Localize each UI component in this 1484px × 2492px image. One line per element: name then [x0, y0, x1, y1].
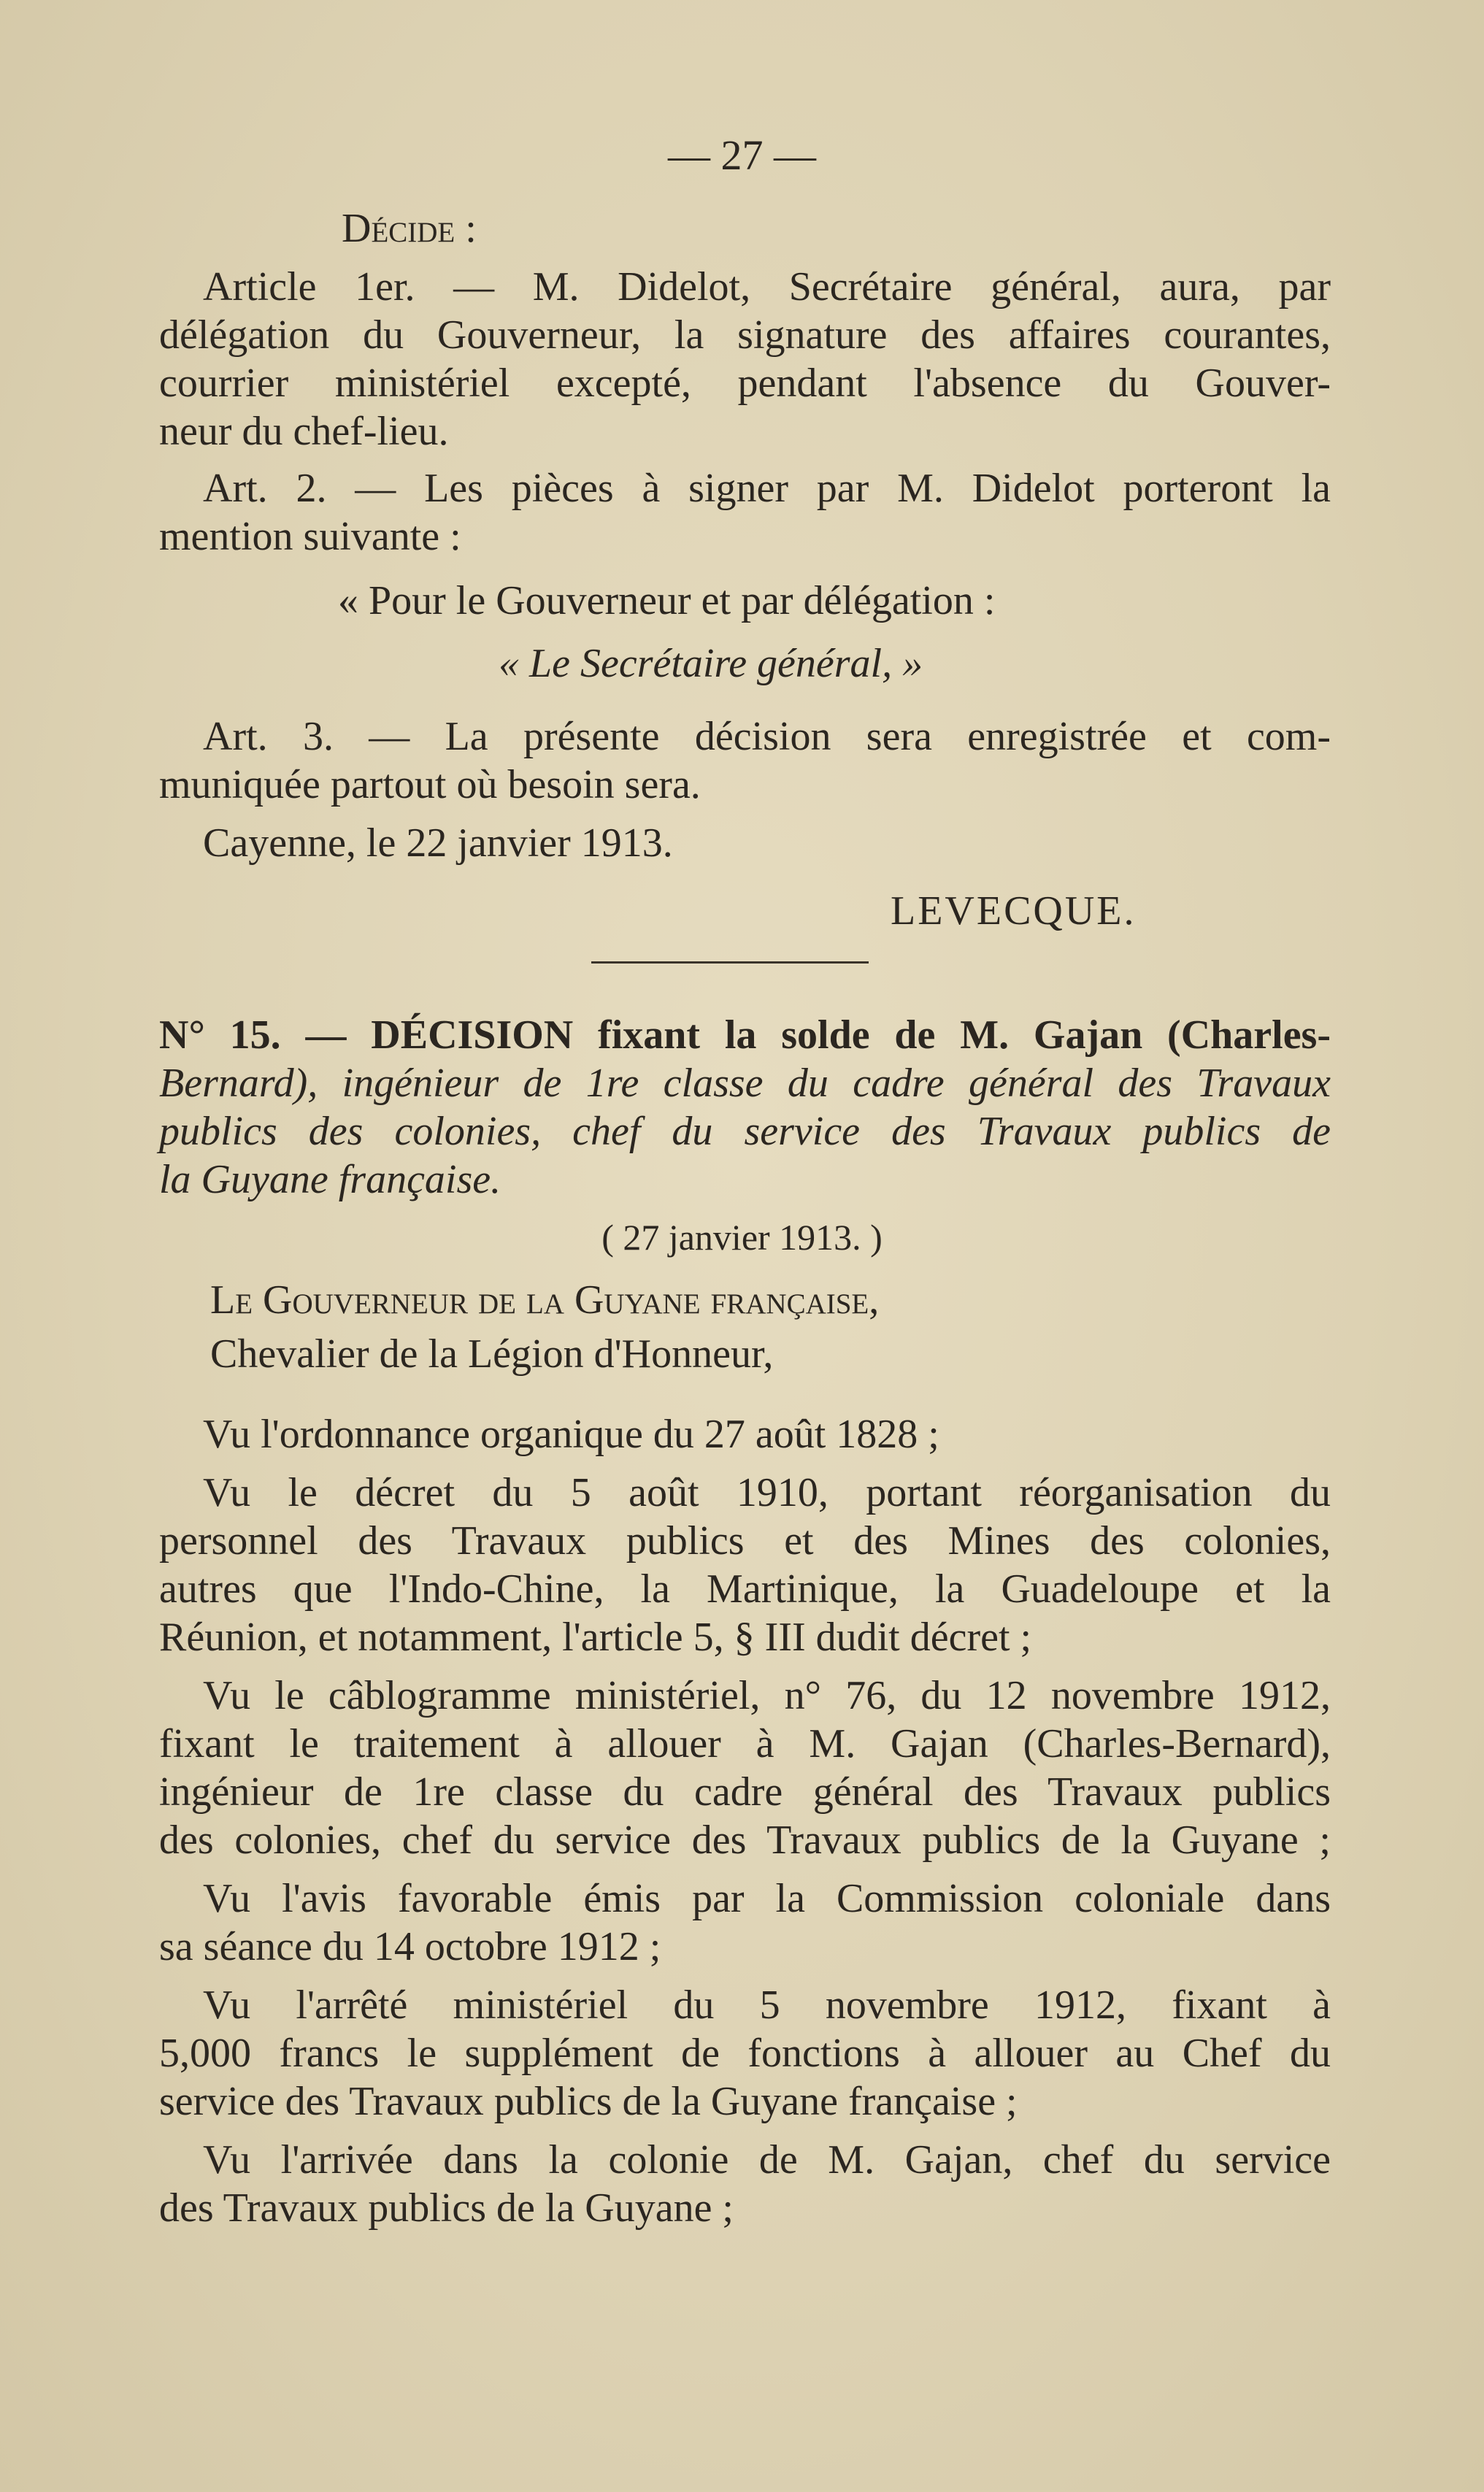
consideration-line: Réunion, et notamment, l'article 5, § III dudit décret ;	[159, 1615, 1032, 1660]
article-2-line: mention suivante :	[159, 514, 461, 559]
article-3-line: Art. 3. — La présente décision sera enregistrée et com-	[203, 714, 1331, 759]
mention-line-2: « Le Secrétaire général, »	[499, 641, 923, 686]
section-divider	[591, 961, 869, 964]
consideration-line: Vu le câblogramme ministériel, n° 76, du 12 novembre 1912,	[203, 1673, 1331, 1718]
consideration-line: sa séance du 14 octobre 1912 ;	[159, 1924, 661, 1969]
decision-15-title-line: la Guyane française.	[159, 1157, 501, 1202]
consideration-line: Vu le décret du 5 août 1910, portant réorganisation du	[203, 1470, 1331, 1515]
place-date: Cayenne, le 22 janvier 1913.	[203, 820, 673, 866]
consideration-line: service des Travaux publics de la Guyane française ;	[159, 2079, 1018, 2124]
article-2-line: Art. 2. — Les pièces à signer par M. Didelot porteront la	[203, 466, 1331, 511]
consideration-line: Vu l'arrivée dans la colonie de M. Gajan, chef du service	[203, 2137, 1331, 2183]
consideration-line: ingénieur de 1re classe du cadre général des Travaux publics	[159, 1769, 1331, 1815]
decision-15-title-line: N° 15. — DÉCISION fixant la solde de M. Gajan (Charles-	[159, 1012, 1331, 1058]
article-1-line: Article 1er. — M. Didelot, Secrétaire général, aura, par	[203, 264, 1331, 309]
article-1-line: délégation du Gouverneur, la signature des affaires courantes,	[159, 312, 1331, 358]
mention-line-1: « Pour le Gouverneur et par délégation :	[338, 578, 996, 623]
page-number: — 27 —	[668, 131, 816, 179]
decision-15-title-line: Bernard), ingénieur de 1re classe du cadre général des Travaux	[159, 1061, 1331, 1106]
article-3-line: muniquée partout où besoin sera.	[159, 762, 701, 807]
consideration-line: Vu l'ordonnance organique du 27 août 1828 ;	[203, 1412, 939, 1457]
article-1-line: courrier ministériel excepté, pendant l'absence du Gouver-	[159, 361, 1331, 406]
article-1-line: neur du chef-lieu.	[159, 409, 449, 454]
consideration-line: 5,000 francs le supplément de fonctions à allouer au Chef du	[159, 2031, 1331, 2076]
governor-title: Le Gouverneur de la Guyane française,	[210, 1277, 880, 1323]
consideration-line: des Travaux publics de la Guyane ;	[159, 2185, 734, 2231]
consideration-line: autres que l'Indo-Chine, la Martinique, la Guadeloupe et la	[159, 1566, 1331, 1612]
consideration-line: personnel des Travaux publics et des Mines des colonies,	[159, 1518, 1331, 1564]
decision-15-title-line: publics des colonies, chef du service des Travaux publics de	[159, 1109, 1331, 1154]
consideration-line: Vu l'arrêté ministériel du 5 novembre 1912, fixant à	[203, 1983, 1331, 2028]
consideration-line: des colonies, chef du service des Travaux publics de la Guyane ;	[159, 1818, 1331, 1863]
governor-honor: Chevalier de la Légion d'Honneur,	[210, 1331, 774, 1377]
consideration-line: Vu l'avis favorable émis par la Commission coloniale dans	[203, 1876, 1331, 1921]
decision-header: Décide :	[342, 206, 477, 251]
decision-15-date: ( 27 janvier 1913. )	[601, 1217, 883, 1258]
signature: LEVECQUE.	[891, 888, 1137, 934]
consideration-line: fixant le traitement à allouer à M. Gajan (Charles-Bernard),	[159, 1721, 1331, 1766]
